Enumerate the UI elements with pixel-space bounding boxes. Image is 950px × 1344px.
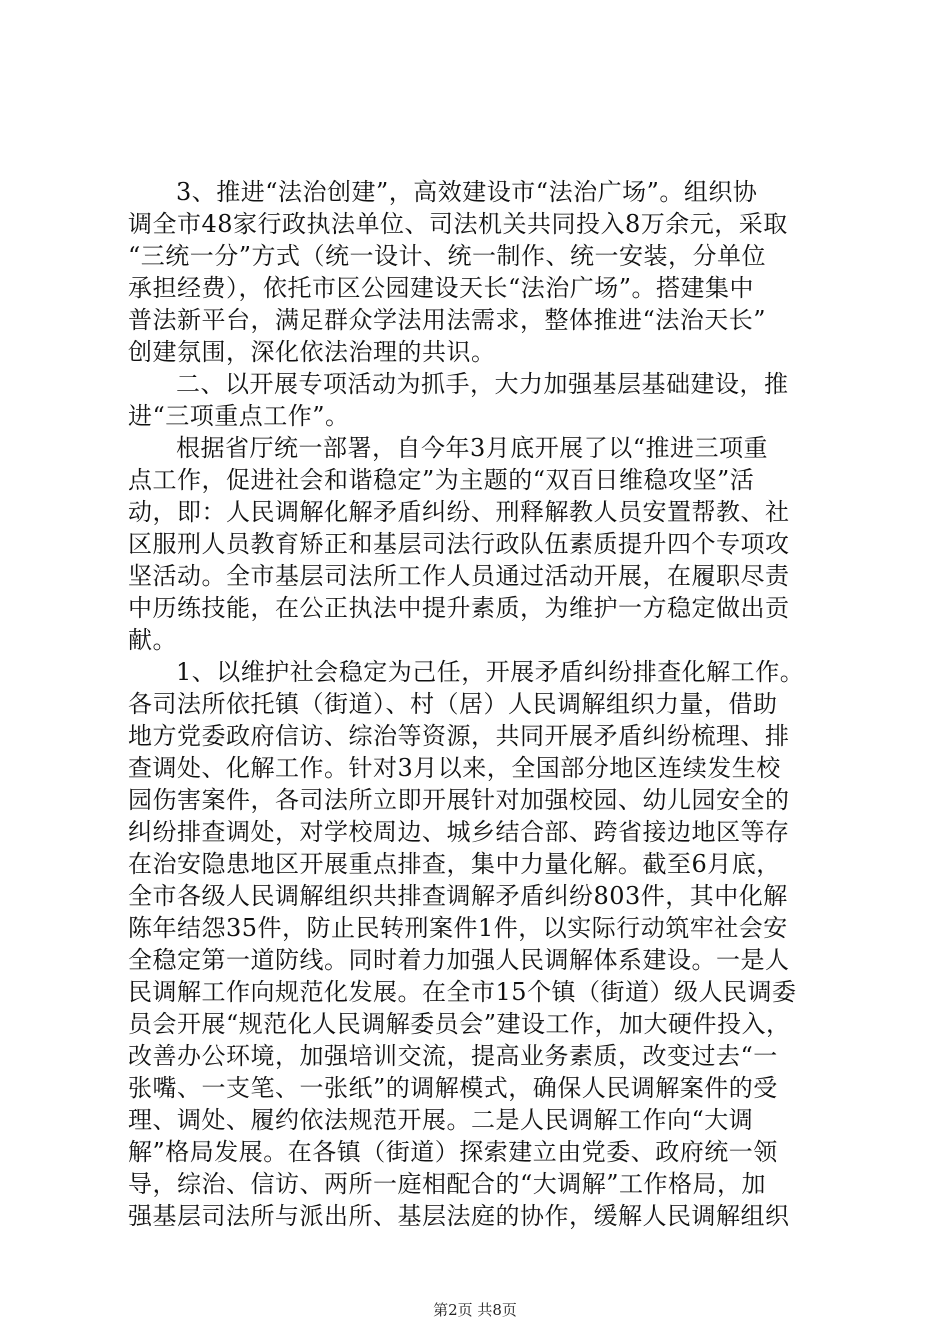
text-line: 点工作，促进社会和谐稳定”为主题的“双百日维稳攻坚”活 <box>128 466 755 494</box>
text-line: 园伤害案件，各司法所立即开展针对加强校园、幼儿园安全的 <box>128 786 790 814</box>
section-heading-line: 二、以开展专项活动为抓手，大力加强基层基础建设，推 <box>176 370 789 398</box>
text-line: 导，综治、信访、两所一庭相配合的“大调解”工作格局，加 <box>128 1170 767 1198</box>
text-line: 根据省厅统一部署，自今年3月底开展了以“推进三项重 <box>176 434 769 462</box>
text-line: 承担经费），依托市区公园建设天长“法治广场”。搭建集中 <box>128 274 755 302</box>
text-line: 在治安隐患地区开展重点排查，集中力量化解。截至6月底， <box>128 850 781 878</box>
text-line: 普法新平台，满足群众学法用法需求，整体推进“法治天长” <box>128 306 767 334</box>
text-line: 全稳定第一道防线。同时着力加强人民调解体系建设。一是人 <box>128 946 790 974</box>
page-number-footer: 第2页 共8页 <box>433 1301 517 1319</box>
text-line: 坚活动。全市基层司法所工作人员通过活动开展，在履职尽责 <box>128 562 790 590</box>
text-line: 献。 <box>128 626 177 654</box>
text-line: “三统一分”方式（统一设计、统一制作、统一安装，分单位 <box>128 242 767 270</box>
text-line: 创建氛围，深化依法治理的共识。 <box>128 338 496 366</box>
text-line: 地方党委政府信访、综治等资源，共同开展矛盾纠纷梳理、排 <box>128 722 790 750</box>
text-line: 陈年结怨35件，防止民转刑案件1件，以实际行动筑牢社会安 <box>128 914 788 942</box>
document-body <box>128 176 838 1232</box>
text-line: 区服刑人员教育矫正和基层司法行政队伍素质提升四个专项攻 <box>128 530 790 558</box>
section-heading-line: 进“三项重点工作”。 <box>128 402 350 430</box>
text-line: 改善办公环境，加强培训交流，提高业务素质，改变过去“一 <box>128 1042 778 1070</box>
text-line: 张嘴、一支笔、一张纸”的调解模式，确保人民调解案件的受 <box>128 1074 778 1102</box>
text-line: 强基层司法所与派出所、基层法庭的协作，缓解人民调解组织 <box>128 1202 790 1230</box>
text-line: 各司法所依托镇（街道）、村（居）人民调解组织力量，借助 <box>128 690 778 718</box>
text-line: 员会开展“规范化人民调解委员会”建设工作，加大硬件投入， <box>128 1010 791 1038</box>
text-line: 全市各级人民调解组织共排查调解矛盾纠纷803件，其中化解 <box>128 882 788 910</box>
text-line: 1、以维护社会稳定为己任，开展矛盾纠纷排查化解工作。 <box>176 658 805 686</box>
text-line: 民调解工作向规范化发展。在全市15个镇（街道）级人民调委 <box>128 978 797 1006</box>
text-line: 调全市48家行政执法单位、司法机关共同投入8万余元，采取 <box>128 210 788 238</box>
text-line: 理、调处、履约依法规范开展。二是人民调解工作向“大调 <box>128 1106 754 1134</box>
text-line: 中历练技能，在公正执法中提升素质，为维护一方稳定做出贡 <box>128 594 790 622</box>
text-line: 解”格局发展。在各镇（街道）探索建立由党委、政府统一领 <box>128 1138 778 1166</box>
text-line: 动，即：人民调解化解矛盾纠纷、刑释解教人员安置帮教、社 <box>128 498 790 526</box>
text-line: 纠纷排查调处，对学校周边、城乡结合部、跨省接边地区等存 <box>128 818 790 846</box>
text-line: 3、推进“法治创建”，高效建设市“法治广场”。组织协 <box>176 178 758 206</box>
text-line: 查调处、化解工作。针对3月以来，全国部分地区连续发生校 <box>128 754 781 782</box>
